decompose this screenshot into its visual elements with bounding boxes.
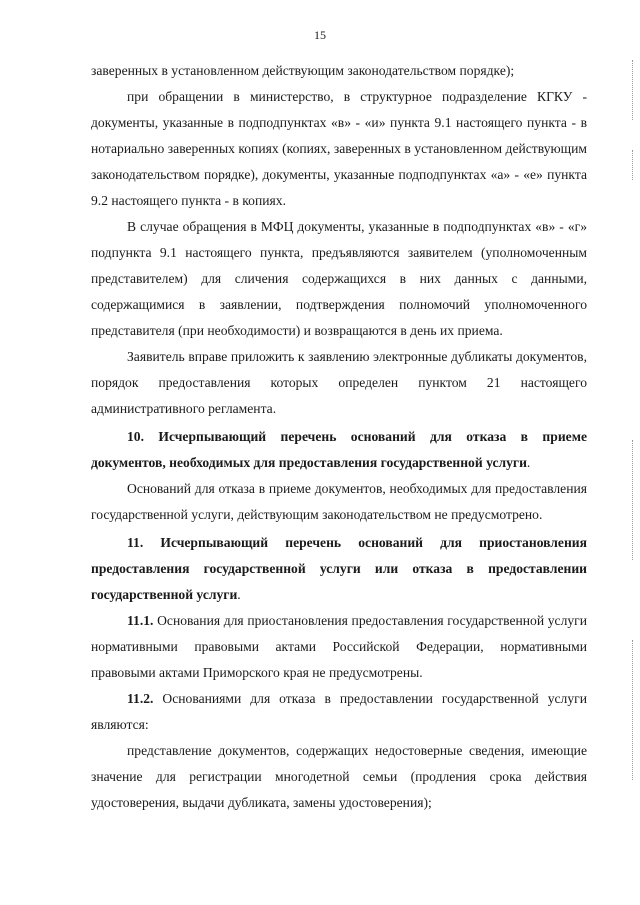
paragraph-11-2 [91,686,587,738]
paragraph-mfc-documents: В случае обращения в МФЦ документы, указанные в подподпунктах «в» - «г» подпункта 9.1 настоящего пункта, предъявляются заявителем (уполномоченным представителем) для сличения содержащихся в них данных с данными, содержащимися в заявлении, подтверждения полномочий уполномоченного представителя (при необходимости) и возвращаются в день их приема. [91,219,587,338]
section-10-heading-terminator: . [526,455,531,470]
paragraph-no-refusal-grounds: Оснований для отказа в приеме документов, необходимых для предоставления государственной услуги, действующим законодательством не предусмотрено. [91,481,587,522]
section-10-heading-block [91,424,587,476]
clause-11-1-number: 11.1. [127,613,154,628]
paragraph-false-information: представление документов, содержащих недостоверные сведения, имеющие значение для регистрации многодетной семьи (продления срока действия удостоверения, выдачи дубликата, замены удостоверения); [91,743,587,810]
paragraph-continuation: заверенных в установленном действующим законодательством порядке); [91,63,515,78]
paragraph-11-1 [91,608,587,686]
section-11-heading-block [91,530,587,608]
scan-edge-mark [632,150,634,180]
scan-edge-mark [632,440,634,560]
clause-11-2-text: Основаниями для отказа в предоставлении государственной услуги являются: [91,691,587,732]
document-body [91,58,587,816]
section-11-heading-terminator: . [237,587,241,602]
clause-11-1-text: Основания для приостановления предоставления государственной услуги нормативными правовыми актами Российской Федерации, нормативными правовыми актами Приморского края не предусмотрены. [91,613,587,680]
clause-11-2-number: 11.2. [127,691,154,706]
page-number: 15 [314,28,326,42]
section-11-heading: 11. Исчерпывающий перечень оснований для приостановления предоставления государственной услуги или отказа в предоставлении государственной услуги [91,535,587,602]
scan-edge-mark [632,640,634,780]
paragraph-electronic-duplicates: Заявитель вправе приложить к заявлению электронные дубликаты документов, порядок предоставления которых определен пунктом 21 настоящего административного регламента. [91,349,587,416]
scan-edge-mark [632,60,634,120]
paragraph-ministry-documents: при обращении в министерство, в структурное подразделение КГКУ - документы, указанные в подподпунктах «в» - «и» пункта 9.1 настоящего пункта - в нотариально заверенных копиях (копиях, заверенных в установленном действующим законодательством порядке), документы, указанные подподпунктах «а» - «е» пункта 9.2 настоящего пункта - в копиях. [91,89,587,208]
section-10-heading: 10. Исчерпывающий перечень оснований для отказа в приеме документов, необходимых для предоставления государственной услуги [91,429,587,470]
